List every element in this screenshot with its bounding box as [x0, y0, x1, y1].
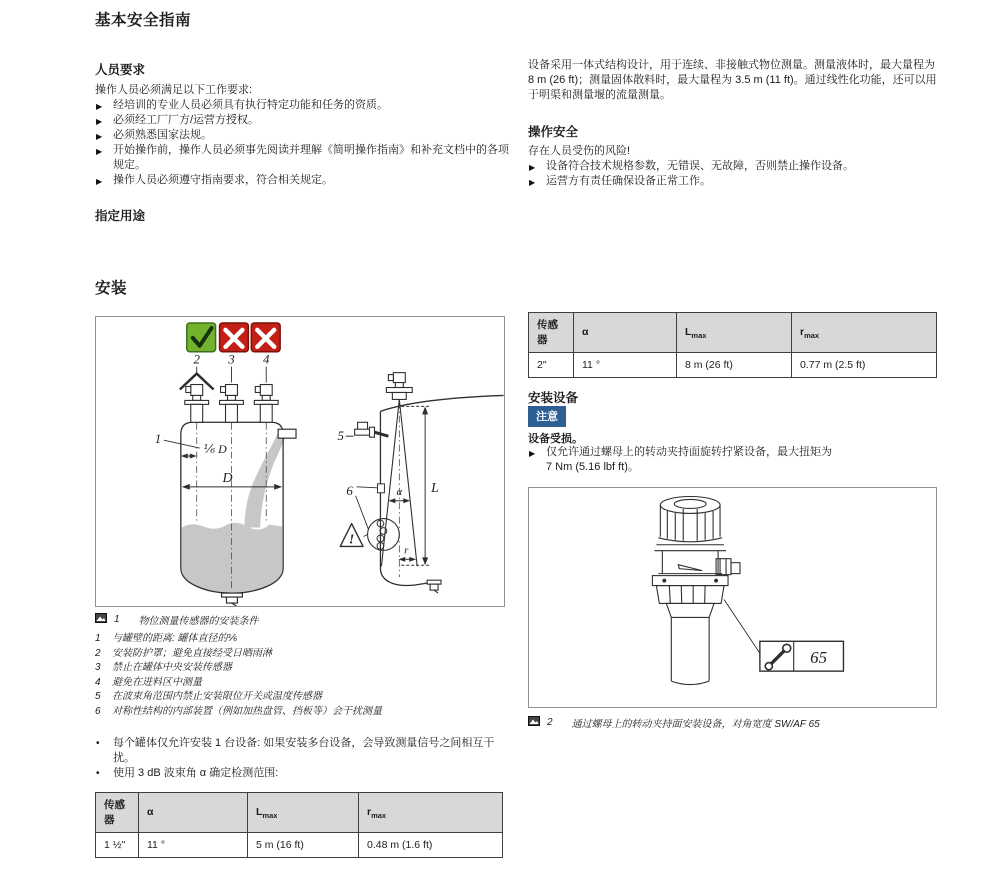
sensor-range-table-2inch [528, 312, 937, 378]
label-alpha: α [396, 485, 403, 498]
figure2-caption [528, 715, 820, 730]
wall-bracket [377, 484, 384, 493]
figure1-drawing [96, 317, 504, 606]
leader-6 [356, 487, 378, 530]
cell-alpha: 11 ° [139, 833, 248, 858]
figure1-legend [95, 632, 510, 720]
list-item: ▶ 开始操作前，操作人员必须事先阅读并理解《简明操作指南》和补充文档中的各项规定。 [96, 144, 509, 171]
damage-warning: 设备受损。 [528, 433, 583, 445]
col-header-lmax: $L_{max}$ [677, 313, 792, 353]
col-header-alpha: α [574, 313, 677, 353]
svg-text:!: ! [348, 532, 355, 548]
col-header-lmax: $L_{max}$ [248, 793, 359, 833]
list-item: ▶ 必须熟悉国家法规。 [95, 128, 510, 143]
sensors [185, 385, 278, 423]
figure-marker-icon [528, 716, 540, 729]
heating-coil [368, 519, 400, 551]
dot-bullet-icon: • [96, 738, 100, 749]
label-r: r [404, 544, 409, 557]
cell-lmax: 8 m (26 ft) [677, 353, 792, 378]
device-housing [654, 545, 726, 574]
list-item: ▶ 设备符合技术规格参数，无错误、无故障，否则禁止操作设备。 [528, 159, 937, 174]
label-1: 1 [154, 431, 162, 447]
device-description: 设备采用一体式结构设计，用于连续、非接触式物位测量。测量液体时，最大量程为 8 m (26 ft)；测量固体散料时，最大量程为 3.5 m (11 ft)。通过线性化功能，还可以用于明渠和测量堰的流量测量。 [528, 59, 937, 101]
label-d: D [222, 470, 233, 486]
figure2-device-mounting [528, 487, 937, 708]
r-arrows [398, 557, 416, 562]
ok-icon [187, 323, 216, 352]
triangle-bullet-icon: ▶ [96, 177, 103, 186]
mounting-nut [656, 586, 724, 604]
table-row [529, 353, 937, 378]
fill-stream [244, 430, 287, 527]
triangle-bullet-icon: ▶ [96, 147, 103, 156]
list-item: • 使用 3 dB 波束角 α 确定检测范围: [96, 767, 279, 779]
figure-caption-text: 物位测量传感器的安装条件 [138, 616, 259, 627]
device-flange [652, 574, 728, 586]
limit-switch [355, 422, 389, 437]
section-title-installation: 安装 [95, 280, 128, 297]
label-l: L [431, 480, 439, 496]
personnel-bullet-list [95, 98, 510, 188]
triangle-bullet-icon: ▶ [529, 449, 536, 458]
label-5: 5 [337, 428, 344, 444]
legend-item: 1 与罐壁的距离: 罐体直径的⅙ [95, 633, 238, 644]
list-item: ▶ 运营方有责任确保设备正常工作。 [528, 174, 937, 189]
figure-number: 1 [114, 614, 120, 625]
tank-liquid [182, 523, 282, 593]
personnel-intro: 操作人员必须满足以下工作要求: [95, 84, 253, 96]
triangle-bullet-icon: ▶ [529, 163, 536, 172]
cell-rmax: 0.77 m (2.5 ft) [792, 353, 937, 378]
figure-number: 2 [547, 717, 553, 728]
device-cover-crown [658, 496, 722, 541]
forbidden-icon [220, 323, 249, 352]
col-header-sensor: 传感器 [96, 793, 139, 833]
list-item: ▶ 操作人员必须遵守指南要求，符合相关规定。 [95, 173, 510, 188]
figure-caption-text: 通过螺母上的转动夹持面安装设备，对角宽度 SW/AF 65 [571, 719, 820, 730]
list-item: ▶ 仅允许通过螺母上的转动夹持面旋转拧紧设备，最大扭矩为 7 Nm (5.16 lbf ft)。 [529, 446, 832, 473]
list-item: ▶ 必须经工厂厂方/运营方授权。 [95, 113, 510, 128]
leader-line [724, 599, 760, 653]
dot-bullet-icon: • [96, 768, 100, 779]
notice-badge: 注意 [528, 406, 566, 427]
sensor-horn [666, 603, 714, 684]
vessel-outlet [427, 580, 441, 593]
table-row [96, 833, 503, 858]
figure1-installation-conditions [95, 316, 505, 607]
legend-item: 2 安装防护罩；避免直接经受日晒雨淋 [95, 647, 272, 659]
wrench-size-label [760, 641, 844, 671]
col-header-alpha: α [139, 793, 248, 833]
col-header-rmax: $r_{max}$ [359, 793, 503, 833]
table-header-row [529, 313, 937, 353]
subsection-mount-device-title: 安装设备 [528, 391, 579, 405]
figure1-caption [95, 612, 259, 627]
mount-bullet-list [528, 445, 937, 475]
label-2: 2 [193, 351, 200, 367]
triangle-bullet-icon: ▶ [96, 132, 103, 141]
triangle-bullet-icon: ▶ [529, 178, 536, 187]
cell-lmax: 5 m (16 ft) [248, 833, 359, 858]
vessel-sensor [386, 373, 412, 400]
list-item: • 每个罐体仅允许安装 1 台设备: 如果安装多台设备，会导致测量信号之间相互干扰。 [96, 737, 495, 764]
label-6: 6 [346, 482, 353, 498]
cable-gland [716, 559, 740, 575]
cell-alpha: 11 ° [574, 353, 677, 378]
cell-sensor: 1 ½" [96, 833, 139, 858]
triangle-bullet-icon: ▶ [96, 117, 103, 126]
label-4: 4 [263, 351, 270, 367]
col-header-sensor: 传感器 [529, 313, 574, 353]
triangle-bullet-icon: ▶ [96, 102, 103, 111]
legend-item: 5 在波束角范围内禁止安装限位开关或温度传感器 [95, 691, 322, 703]
subsection-personnel-title: 人员要求 [95, 63, 146, 77]
sensor-range-table-1-5inch [95, 792, 503, 858]
legend-item: 6 对称性结构的内部装置（例如加热盘管、挡板等）会干扰测量 [95, 705, 382, 717]
legend-item: 3 禁止在罐体中央安装传感器 [95, 662, 232, 674]
sixth-d-dimension [181, 454, 197, 459]
safety-bullet-list [528, 159, 937, 189]
subsection-operational-safety-title: 操作安全 [528, 125, 579, 139]
figure2-drawing [529, 488, 936, 707]
cell-rmax: 0.48 m (1.6 ft) [359, 833, 503, 858]
list-item: ▶ 经培训的专业人员必须具有执行特定功能和任务的资质。 [95, 98, 510, 113]
warning-triangle-icon [340, 524, 367, 548]
label-sixth-d: ⅙ D [203, 442, 227, 457]
leader-lines [164, 367, 266, 448]
inlet-pipe [278, 429, 296, 438]
l-dimension [401, 406, 429, 565]
subsection-designated-use-title: 指定用途 [95, 209, 146, 223]
wrench-icon [765, 644, 790, 669]
table-header-row [96, 793, 503, 833]
figure-marker-icon [95, 613, 107, 626]
section-title-basic-safety: 基本安全指南 [95, 12, 192, 29]
installation-notes [95, 736, 510, 781]
legend-item: 4 避免在进料区中测量 [95, 676, 202, 688]
label-3: 3 [228, 351, 235, 367]
cell-sensor: 2" [529, 353, 574, 378]
risk-statement: 存在人员受伤的风险! [528, 145, 631, 157]
label-sw-65: 65 [810, 648, 828, 668]
tank-outlet [222, 593, 243, 606]
forbidden-icon [251, 323, 280, 352]
col-header-rmax: $r_{max}$ [792, 313, 937, 353]
